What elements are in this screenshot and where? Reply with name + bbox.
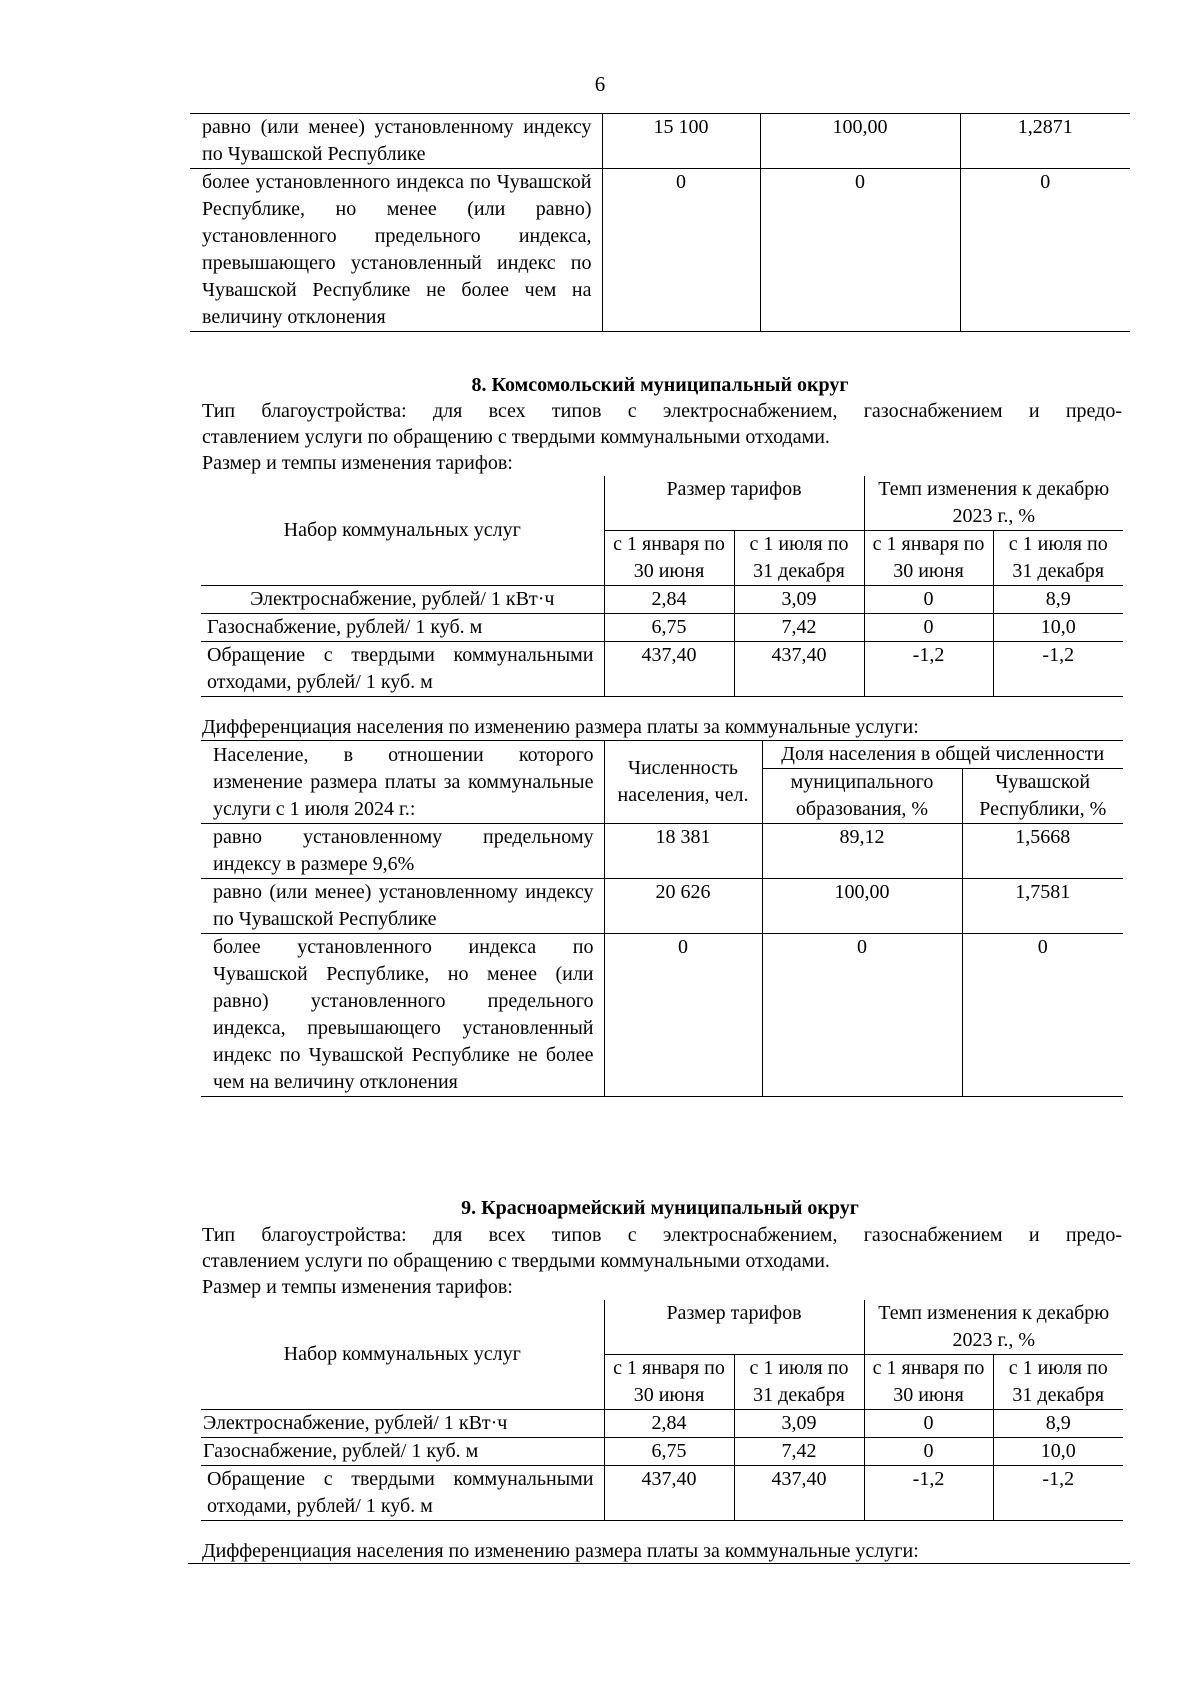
col-services-header: Набор коммунальных услуг	[201, 1300, 604, 1410]
population-group-label: более установленного индекса по Чувашской Республике, но менее (или равно) установленного предельного индекса, превышающего установленный индекс по Чувашской Республике не более чем на величину отклонения	[201, 934, 604, 1097]
col-rate-header: Темп изменения к декабрю 2023 г., %	[864, 476, 1123, 531]
service-name: Газоснабжение, рублей/ 1 куб. м	[201, 614, 604, 642]
size-jan: 437,40	[604, 1466, 734, 1521]
improvement-type-line-2: ставлением услуги по обращению с твердыми коммунальными отходами.	[202, 426, 830, 448]
col-count-header: Численность населения, чел.	[604, 741, 762, 824]
rate-jul: 10,0	[993, 1438, 1123, 1466]
size-jan: 2,84	[604, 586, 734, 614]
rate-jan: 0	[864, 1438, 993, 1466]
rate-jan: 0	[864, 586, 993, 614]
section-heading-komsomolsky: 8. Комсомольский муниципальный округ	[471, 374, 849, 396]
size-jul: 7,42	[734, 1438, 864, 1466]
municipal-share: 89,12	[762, 824, 962, 879]
sub-header-jul: с 1 июля по 31 декабря	[734, 1355, 864, 1410]
table-row	[201, 1410, 1123, 1438]
rate-jul: 10,0	[993, 614, 1123, 642]
rate-jan: -1,2	[864, 642, 993, 697]
republic-share: 1,2871	[960, 114, 1130, 169]
size-jan: 437,40	[604, 642, 734, 697]
page-number: 6	[594, 72, 606, 96]
size-jul: 437,40	[734, 1466, 864, 1521]
service-name: Обращение с твердыми коммунальными отходами, рублей/ 1 куб. м	[201, 642, 604, 697]
population-group-label: более установленного индекса по Чувашской Республике, но менее (или равно) установленного предельного индекса, превышающего установленный индекс по Чувашской Республике не более чем на величину отклонения	[190, 169, 602, 332]
rate-jan: 0	[864, 1410, 993, 1438]
rate-jan: -1,2	[864, 1466, 993, 1521]
republic-share: 0	[962, 934, 1123, 1097]
population-count: 15 100	[602, 114, 760, 169]
rate-jul: 8,9	[993, 1410, 1123, 1438]
tariffs-caption: Размер и темпы изменения тарифов:	[202, 1276, 513, 1298]
table-row	[201, 934, 1123, 1097]
table-row	[201, 824, 1123, 879]
republic-share: 0	[960, 169, 1130, 332]
sub-header-jul: с 1 июля по 31 декабря	[993, 1355, 1123, 1410]
section-heading-krasnoarmeysky: 9. Красноармейский муниципальный округ	[461, 1197, 859, 1219]
differentiation-caption: Дифференциация населения по изменению размера платы за коммунальные услуги:	[202, 716, 919, 738]
table-row	[201, 642, 1123, 697]
table-row	[201, 614, 1123, 642]
table-row	[201, 1438, 1123, 1466]
size-jul: 7,42	[734, 614, 864, 642]
table-row	[201, 1466, 1123, 1521]
service-name: Электроснабжение, рублей/ 1 кВт·ч	[201, 1410, 604, 1438]
col-services-header: Набор коммунальных услуг	[201, 476, 604, 586]
improvement-type-line-2: ставлением услуги по обращению с твердыми коммунальными отходами.	[202, 1250, 830, 1272]
size-jul: 3,09	[734, 586, 864, 614]
col-population-group-header: Население, в отношении которого изменение размера платы за коммунальные услуги с 1 июля 2024 г.:	[201, 741, 604, 824]
municipal-share: 100,00	[760, 114, 960, 169]
republic-share: 1,7581	[962, 879, 1123, 934]
population-differentiation-table	[201, 740, 1123, 1097]
size-jan: 6,75	[604, 614, 734, 642]
improvement-type-line-1: Тип благоустройства: для всех типов с электроснабжением, газоснабжением и предо-	[202, 1224, 1122, 1246]
municipal-share: 100,00	[762, 879, 962, 934]
table-row	[190, 114, 1130, 169]
population-count: 0	[602, 169, 760, 332]
municipal-share: 0	[760, 169, 960, 332]
size-jul: 3,09	[734, 1410, 864, 1438]
republic-share: 1,5668	[962, 824, 1123, 879]
table-row	[201, 586, 1123, 614]
col-republic-header: Чувашской Республики, %	[962, 769, 1123, 824]
sub-header-jan: с 1 января по 30 июня	[864, 1355, 993, 1410]
table-row	[190, 169, 1130, 332]
population-group-label: равно (или менее) установленному индексу по Чувашской Республике	[201, 879, 604, 934]
sub-header-jan: с 1 января по 30 июня	[604, 531, 734, 586]
municipal-share: 0	[762, 934, 962, 1097]
rate-jan: 0	[864, 614, 993, 642]
size-jul: 437,40	[734, 642, 864, 697]
population-group-label: равно (или менее) установленному индексу по Чувашской Республике	[190, 114, 602, 169]
population-count: 0	[604, 934, 762, 1097]
col-municipal-header: муниципального образования, %	[762, 769, 962, 824]
service-name: Газоснабжение, рублей/ 1 куб. м	[201, 1438, 604, 1466]
service-name: Электроснабжение, рублей/ 1 кВт·ч	[201, 586, 604, 614]
size-jan: 2,84	[604, 1410, 734, 1438]
carry-over-population-table	[190, 113, 1130, 332]
differentiation-caption: Дифференциация населения по изменению размера платы за коммунальные услуги:	[202, 1540, 919, 1562]
col-rate-header: Темп изменения к декабрю 2023 г., %	[864, 1300, 1123, 1355]
population-count: 18 381	[604, 824, 762, 879]
tariff-table	[201, 476, 1123, 697]
col-size-header: Размер тарифов	[604, 1300, 864, 1355]
col-share-header: Доля населения в общей численности	[762, 741, 1123, 769]
sub-header-jul: с 1 июля по 31 декабря	[993, 531, 1123, 586]
col-size-header: Размер тарифов	[604, 476, 864, 531]
improvement-type-line-1: Тип благоустройства: для всех типов с электроснабжением, газоснабжением и предо-	[202, 400, 1122, 422]
table-row	[201, 879, 1123, 934]
sub-header-jan: с 1 января по 30 июня	[604, 1355, 734, 1410]
tariffs-caption: Размер и темпы изменения тарифов:	[202, 452, 513, 474]
sub-header-jul: с 1 июля по 31 декабря	[734, 531, 864, 586]
population-count: 20 626	[604, 879, 762, 934]
rate-jul: 8,9	[993, 586, 1123, 614]
sub-header-jan: с 1 января по 30 июня	[864, 531, 993, 586]
service-name: Обращение с твердыми коммунальными отходами, рублей/ 1 куб. м	[201, 1466, 604, 1521]
rate-jul: -1,2	[993, 1466, 1123, 1521]
size-jan: 6,75	[604, 1438, 734, 1466]
population-group-label: равно установленному предельному индексу в размере 9,6%	[201, 824, 604, 879]
rate-jul: -1,2	[993, 642, 1123, 697]
bottom-rule	[188, 1563, 1130, 1564]
tariff-table	[201, 1300, 1123, 1521]
